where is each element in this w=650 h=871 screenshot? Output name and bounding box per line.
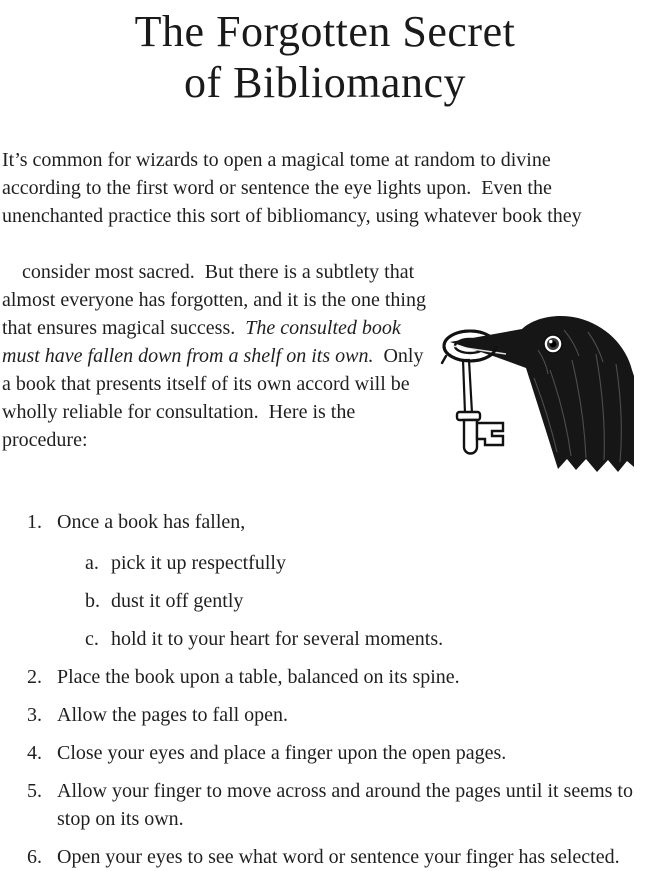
- step-text: Allow the pages to fall open.: [57, 704, 289, 726]
- substep-marker: a.: [85, 552, 99, 574]
- intro-paragraph-part-2: [2, 230, 634, 482]
- step-marker: 6.: [27, 846, 42, 868]
- crow-with-key-illustration: [438, 260, 634, 418]
- page-title: [2, 6, 648, 108]
- procedure-step: [27, 663, 648, 691]
- substep-text: hold it to your heart for several moments.: [111, 628, 444, 650]
- procedure-step: [27, 701, 648, 729]
- procedure-substep: [85, 587, 648, 615]
- page-title-line-2: of Bibliomancy: [184, 58, 466, 107]
- intro-text-after-italic: Only a book that presents itself of its own accord will be wholly reliable for consultation. Here is the procedure:: [2, 345, 429, 451]
- step-marker: 2.: [27, 666, 42, 688]
- step-text: Once a book has fallen,: [57, 511, 246, 533]
- step-text: Close your eyes and place a finger upon the open pages.: [57, 742, 507, 764]
- step-marker: 5.: [27, 780, 42, 802]
- step-text: Allow your finger to move across and around the pages until it seems to stop on its own.: [57, 780, 633, 830]
- procedure-substeps: [85, 549, 648, 653]
- intro-text-before-italic: consider most sacred. But there is a subtlety that almost everyone has forgotten, and it is the one thing that ensures magical success.: [2, 261, 431, 339]
- substep-text: dust it off gently: [111, 590, 244, 612]
- crow-eye-icon: [544, 335, 562, 353]
- procedure-step: [27, 739, 648, 767]
- page-title-line-1: The Forgotten Secret: [134, 7, 516, 56]
- substep-text: pick it up respectfully: [111, 552, 286, 574]
- substep-marker: b.: [85, 590, 100, 612]
- intro-paragraph-part-1: It’s common for wizards to open a magical tome at random to divine according to the first word or sentence the eye lights upon. Even the unenchanted practice this sort of bibliomancy, using whatever book they: [2, 149, 582, 227]
- procedure-substep: [85, 625, 648, 653]
- step-marker: 3.: [27, 704, 42, 726]
- procedure-list: [2, 508, 648, 871]
- step-text: Place the book upon a table, balanced on its spine.: [57, 666, 460, 688]
- intro-italic-rule: The consulted book must have fallen down from a shelf on its own.: [2, 317, 406, 367]
- procedure-substep: [85, 549, 648, 577]
- step-text: Open your eyes to see what word or sentence your finger has selected.: [57, 846, 620, 868]
- crow-with-key-icon: [438, 316, 634, 474]
- step-marker: 1.: [27, 511, 42, 533]
- procedure-step: [27, 843, 648, 871]
- procedure-step: [27, 777, 648, 833]
- step-marker: 4.: [27, 742, 42, 764]
- substep-marker: c.: [85, 628, 99, 650]
